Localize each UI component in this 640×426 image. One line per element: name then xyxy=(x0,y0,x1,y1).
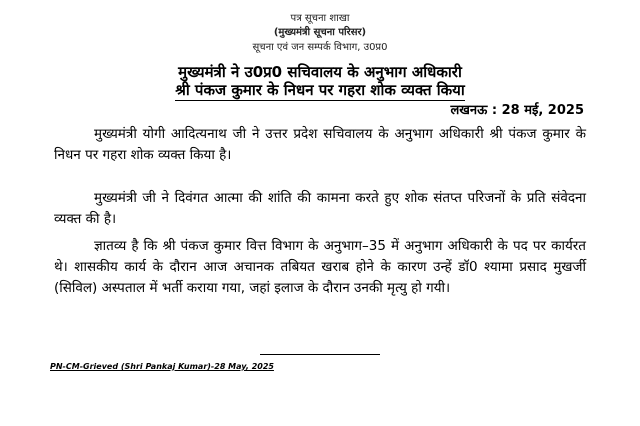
closing-rule xyxy=(260,354,380,355)
headline-line-2 xyxy=(0,80,640,100)
department-name: सूचना एवं जन सम्पर्क विभाग, उ0प्र0 xyxy=(252,42,388,53)
office-name: पत्र सूचना शाखा xyxy=(290,13,350,24)
headline-line-2-text: श्री पंकज कुमार के निधन पर गहरा शोक व्यक्त किया xyxy=(175,81,465,99)
paragraph-1: मुख्यमंत्री योगी आदित्यनाथ जी ने उत्तर प्रदेश सचिवालय के अनुभाग अधिकारी श्री पंकज कुमार के निधन पर गहरा शोक व्यक्त किया है। xyxy=(54,126,586,163)
footer-reference: PN-CM-Grieved (Shri Pankaj Kumar)-28 May, 2025 xyxy=(50,362,274,371)
office-subtitle: (मुख्यमंत्री सूचना परिसर) xyxy=(273,27,367,38)
paragraph-2: मुख्यमंत्री जी ने दिवंगत आत्मा की शांति की कामना करते हुए शोक संतप्त परिजनों के प्रति संवेदना व्यक्त की है। xyxy=(54,190,586,227)
paragraph-3: ज्ञातव्य है कि श्री पंकज कुमार वित्त विभाग के अनुभाग–35 में अनुभाग अधिकारी के पद पर कार्यरत थे। शासकीय कार्य के दौरान आज अचानक तबियत खराब होने के कारण उन्हें डॉ0 श्यामा प्रसाद मुखर्जी (सिविल) अस्पताल में भर्ती कराया गया, जहां इलाज के दौरान उनकी मृत्यु हो गयी। xyxy=(54,238,586,296)
headline-line-1: मुख्यमंत्री ने उ0प्र0 सचिवालय के अनुभाग अधिकारी xyxy=(178,63,462,81)
dateline: लखनऊ : 28 मई, 2025 xyxy=(450,103,584,118)
